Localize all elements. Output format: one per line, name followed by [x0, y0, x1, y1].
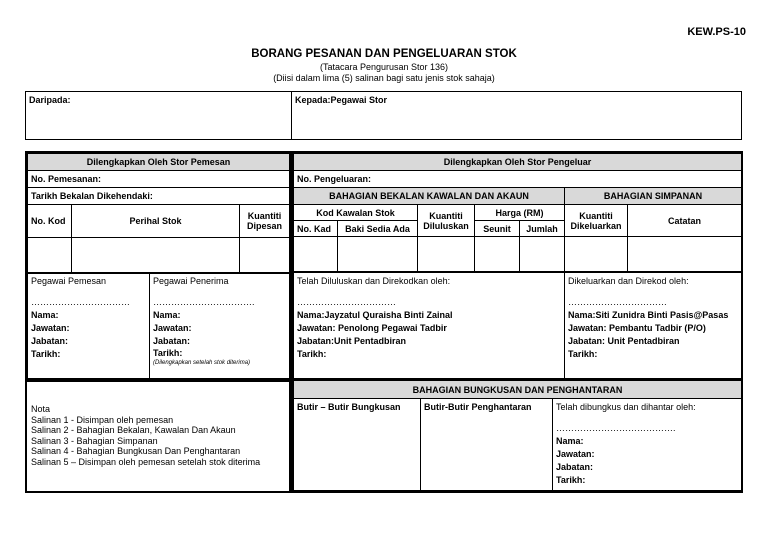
orderer-header: Dilengkapkan Oleh Stor Pemesan — [28, 154, 290, 171]
issuer-date: Tarikh: — [568, 349, 598, 359]
issuer-position: Jawatan: Pembantu Tadbir (P/O) — [568, 323, 706, 333]
form-subtitle-1: (Tatacara Pengurusan Stor 136) — [319, 62, 449, 72]
receiver-signature-block — [150, 273, 290, 379]
col-qty-ordered — [240, 205, 290, 238]
col-code: No. Kod — [28, 205, 72, 238]
cell-item[interactable] — [72, 238, 240, 274]
packer-name: Nama: — [556, 436, 584, 446]
col-unit-price: Seunit — [475, 221, 520, 237]
cell-notes[interactable] — [628, 237, 742, 272]
packing-section — [291, 378, 743, 493]
issuer-dept: Jabatan: Unit Pentadbiran — [568, 336, 680, 346]
to-label: Kepada:Pegawai Stor — [295, 95, 388, 105]
orderer-date: Tarikh: — [31, 349, 61, 359]
nota-box — [25, 380, 291, 493]
orderer-dept: Jabatan: — [31, 336, 69, 346]
orderer-section — [25, 151, 291, 380]
packing-items-cell[interactable] — [294, 399, 421, 491]
col-qty-approved — [418, 205, 475, 237]
col-issued-line1: Kuantiti — [579, 210, 613, 221]
col-approved-line2: Diluluskan — [423, 220, 469, 231]
packer-title: Telah dibungkus dan dihantar oleh: — [556, 402, 696, 412]
orderer-signature-line[interactable]: …………………………… — [31, 297, 130, 307]
supply-date-field[interactable]: Tarikh Bekalan Dikehendaki: — [28, 188, 290, 205]
issue-number-field[interactable]: No. Pengeluaran: — [294, 171, 742, 188]
issuer-header: Dilengkapkan Oleh Stor Pengeluar — [294, 154, 742, 171]
approver-date: Tarikh: — [297, 349, 327, 359]
address-box — [25, 91, 742, 140]
storage-section-header: BAHAGIAN SIMPANAN — [565, 188, 742, 205]
form-code: KEW.PS-10 — [687, 26, 746, 38]
issuer-name: Nama:Siti Zunidra Binti Pasis@Pasas — [568, 310, 729, 320]
packing-items-label: Butir – Butir Bungkusan — [297, 402, 401, 412]
packer-position: Jawatan: — [556, 449, 595, 459]
packer-signature-line[interactable]: …………………………………. — [556, 423, 676, 433]
cell-unit-price[interactable] — [475, 237, 520, 272]
form-subtitle-2: (Diisi dalam lima (5) salinan bagi satu jenis stok sahaja) — [273, 73, 495, 83]
nota-list — [31, 404, 260, 467]
issuer-signature-block — [565, 273, 742, 379]
receiver-signature-line[interactable]: ……………………………. — [153, 297, 255, 307]
receiver-position: Jawatan: — [153, 323, 192, 333]
cell-total[interactable] — [520, 237, 565, 272]
orderer-signature-block — [28, 273, 150, 379]
col-control-code: Kod Kawalan Stok — [294, 205, 418, 221]
nota-line-5: Salinan 5 – Disimpan oleh pemesan setelah stok diterima — [31, 456, 261, 467]
orderer-title: Pegawai Pemesan — [31, 276, 107, 286]
approver-signature-block — [294, 273, 565, 379]
receiver-dept: Jabatan: — [153, 336, 191, 346]
orderer-position: Jawatan: — [31, 323, 70, 333]
nota-title: Nota — [31, 404, 51, 414]
col-total: Jumlah — [520, 221, 565, 237]
approver-name: Nama:Jayzatul Quraisha Binti Zainal — [297, 310, 453, 320]
orderer-name: Nama: — [31, 310, 59, 320]
nota-line-3: Salinan 3 - Bahagian Simpanan — [31, 435, 158, 446]
cell-qty-issued[interactable] — [565, 237, 628, 272]
order-number-field[interactable]: No. Pemesanan: — [28, 171, 290, 188]
from-label: Daripada: — [29, 95, 71, 105]
cell-card-no[interactable] — [294, 237, 338, 272]
packer-dept: Jabatan: — [556, 462, 594, 472]
approver-dept: Jabatan:Unit Pentadbiran — [297, 336, 407, 346]
col-approved-line1: Kuantiti — [429, 210, 463, 221]
col-qty-issued — [565, 205, 628, 237]
col-item: Perihal Stok — [72, 205, 240, 238]
col-qty-line1: Kuantiti — [247, 211, 282, 221]
col-issued-line2: Dikeluarkan — [570, 220, 622, 231]
approver-signature-line[interactable]: …………………………… — [297, 297, 396, 307]
issuer-signature-line[interactable]: …………………………… — [568, 297, 667, 307]
issuer-section — [291, 151, 743, 380]
delivery-items-cell[interactable] — [421, 399, 553, 491]
col-qty-line2: Dipesan — [246, 221, 282, 231]
packer-signature-block — [553, 399, 742, 491]
address-divider — [291, 92, 292, 139]
delivery-items-label: Butir-Butir Penghantaran — [424, 402, 532, 412]
nota-line-4: Salinan 4 - Bahagian Bungkusan Dan Penghantaran — [31, 446, 241, 456]
receiver-name: Nama: — [153, 310, 181, 320]
nota-line-1: Salinan 1 - Disimpan oleh pemesan — [31, 414, 174, 425]
col-price: Harga (RM) — [475, 205, 565, 221]
packing-header: BAHAGIAN BUNGKUSAN DAN PENGHANTARAN — [294, 381, 742, 399]
receiver-title: Pegawai Penerima — [153, 276, 229, 286]
col-card-no: No. Kad — [294, 221, 338, 237]
approver-position: Jawatan: Penolong Pegawai Tadbir — [297, 323, 447, 333]
col-balance: Baki Sedia Ada — [338, 221, 418, 237]
form-title: BORANG PESANAN DAN PENGELUARAN STOK — [251, 48, 517, 60]
col-notes: Catatan — [628, 205, 742, 237]
nota-line-2: Salinan 2 - Bahagian Bekalan, Kawalan Dan Akaun — [31, 425, 236, 435]
approver-title: Telah Diluluskan dan Direkodkan oleh: — [297, 276, 451, 286]
packer-date: Tarikh: — [556, 475, 586, 485]
cell-qty-approved[interactable] — [418, 237, 475, 272]
issuer-title: Dikeluarkan dan Direkod oleh: — [568, 276, 689, 286]
receiver-date: Tarikh: — [153, 348, 183, 358]
cell-qty-ordered[interactable] — [240, 238, 290, 274]
cell-balance[interactable] — [338, 237, 418, 272]
cell-code[interactable] — [28, 238, 72, 274]
receiver-note: (Dilengkapkan setelah stok diterima) — [153, 360, 251, 366]
supply-section-header: BAHAGIAN BEKALAN KAWALAN DAN AKAUN — [294, 188, 565, 205]
